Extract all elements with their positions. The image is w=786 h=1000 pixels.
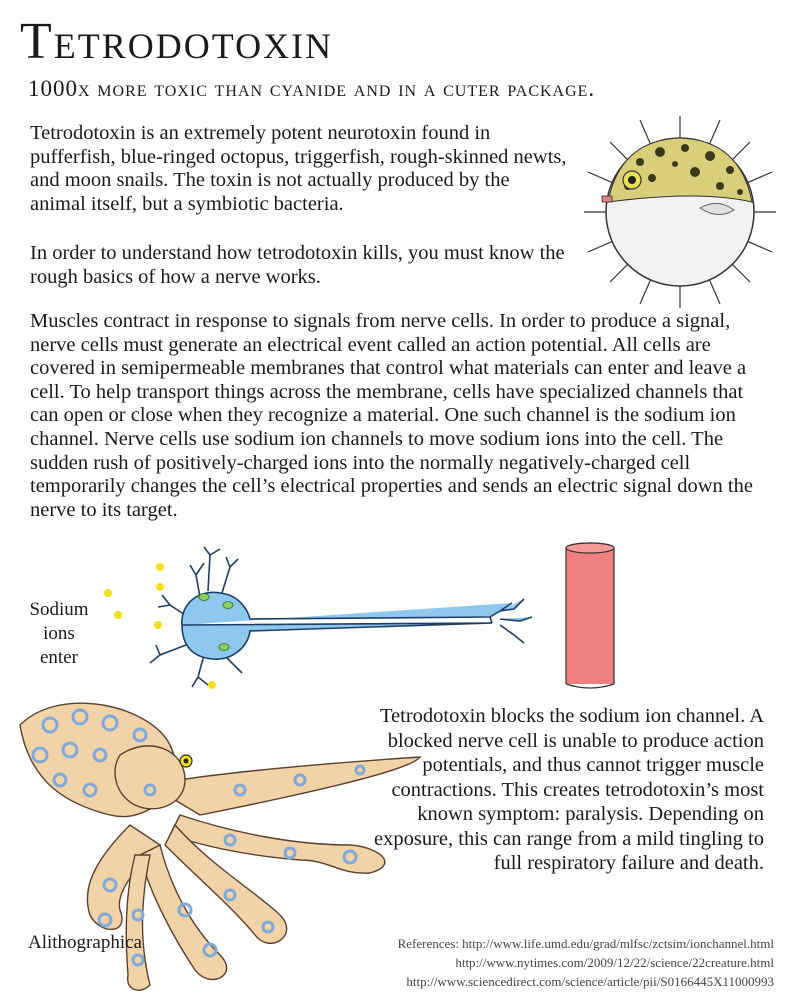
action-potential-paragraph: Muscles contract in response to signals from nerve cells. In order to produce a signal, nerve cells must generate an electrical event called an action potential. All cells are covered in semipermeable membranes that control what materials can enter and leave a cell. To help transport things across the membrane, cells have specialized channels that can open or close when they recognize a material. One such channel is the sodium ion channel. Nerve cells use sodium ion channels to move sodium ions into the cell. The sudden rush of positively-charged ions into the normally negatively-charged cell temporarily changes the cell’s electrical properties and sends an electric signal down the nerve to its target. — [30, 310, 753, 521]
intro-paragraph: Tetrodotoxin is an extremely potent neurotoxin found in pufferfish, blue-ringed octopus, triggerfish, rough-skinned newts, and moon snails. The toxin is not actually produced by the animal itself, but a symbiotic bacteria. — [30, 122, 567, 215]
page-subtitle: 1000x more toxic than cyanide and in a cuter package. — [28, 76, 596, 101]
sodium-label-line1: Sodium ions — [29, 599, 89, 644]
reference-item: http://www.nytimes.com/2009/12/22/science/22creature.html — [455, 955, 774, 970]
page-title: Tetrodotoxin — [20, 13, 334, 70]
sodium-ion — [156, 563, 164, 571]
sodium-ion — [104, 589, 112, 597]
muscle-fiber-illustration — [560, 540, 620, 692]
sodium-channel — [199, 594, 209, 601]
sodium-ion — [156, 583, 164, 591]
sodium-ion — [208, 681, 216, 689]
sodium-ions-label — [14, 598, 104, 670]
sodium-channel-block-paragraph: Tetrodotoxin blocks the sodium ion channel. A blocked nerve cell is unable to produce action potentials, and thus cannot trigger muscle contractions. This creates tetrodotoxin’s most known symptom: paralysis. Depending on exposure, this can range from a mild tingling to full respiratory failure and death. — [374, 705, 764, 874]
sodium-channel — [219, 644, 229, 651]
sodium-channel — [223, 602, 233, 609]
neuron-illustration — [100, 545, 560, 695]
sodium-label-line2: enter — [40, 647, 78, 668]
nerve-basics-paragraph: In order to understand how tetrodotoxin kills, you must know the rough basics of how a nerve works. — [30, 242, 565, 288]
references — [398, 934, 774, 991]
artist-credit: Alithographica — [28, 932, 142, 953]
reference-item: http://www.sciencedirect.com/science/article/pii/S0166445X11000993 — [406, 974, 774, 989]
sodium-ion — [114, 611, 122, 619]
pufferfish-illustration — [580, 112, 780, 312]
sodium-ion — [154, 621, 162, 629]
reference-item: References: http://www.life.umd.edu/grad/mlfsc/zctsim/ionchannel.html — [397, 936, 774, 951]
